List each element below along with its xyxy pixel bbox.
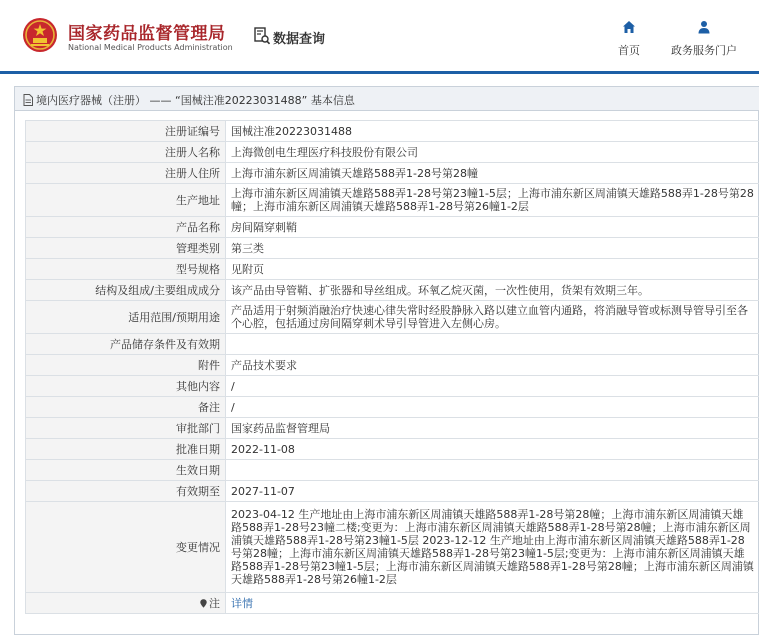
document-search-icon [254,27,270,45]
document-icon [23,94,33,106]
table-row [26,238,759,259]
row-label: 其他内容 [26,376,226,397]
row-value [226,334,759,355]
table-row [26,355,759,376]
registration-detail-table [25,120,759,614]
row-label: 附件 [26,355,226,376]
row-value: / [226,376,759,397]
nav-service-portal[interactable] [664,20,744,58]
row-value: 上海市浦东新区周浦镇天雄路588弄1-28号第23幢1-5层；上海市浦东新区周浦镇天雄路588弄1-28号第28幢；上海市浦东新区周浦镇天雄路588弄1-28号第26幢1-2层 [226,184,759,217]
table-row [26,121,759,142]
row-label: 注册人住所 [26,163,226,184]
row-value [226,593,759,614]
row-value: 房间隔穿刺鞘 [226,217,759,238]
row-value: 2022-11-08 [226,439,759,460]
row-value: 上海市浦东新区周浦镇天雄路588弄1-28号第28幢 [226,163,759,184]
row-value [226,460,759,481]
row-label: 型号规格 [26,259,226,280]
row-value: 2023-04-12 生产地址由上海市浦东新区周浦镇天雄路588弄1-28号第28幢；上海市浦东新区周浦镇天雄路588弄1-28号23幢二楼;变更为：上海市浦东新区周浦镇天雄路588弄1-28号第28幢；上海市浦东新区周浦镇天雄路588弄1-28号第23幢1-5层 2023-12-12 生产地址由上海市浦东新区周浦镇天雄路588弄1-28号第28幢；上海市浦东新区周浦镇天雄路588弄1-28号第23幢1-5层;变更为：上海市浦东新区周浦镇天雄路588弄1-28号第23幢1-5层；上海市浦东新区周浦镇天雄路588弄1-28号第28幢；上海市浦东新区周浦镇天雄路588弄1-28号第26幢1-2层 [226,502,759,593]
table-row [26,439,759,460]
row-value: 上海微创电生理医疗科技股份有限公司 [226,142,759,163]
row-label: 批准日期 [26,439,226,460]
table-row [26,142,759,163]
row-value: 2027-11-07 [226,481,759,502]
row-label: 审批部门 [26,418,226,439]
national-emblem-icon [22,16,58,54]
row-value: 第三类 [226,238,759,259]
table-row [26,593,759,614]
row-value: 产品技术要求 [226,355,759,376]
table-row [26,397,759,418]
row-label: 产品名称 [26,217,226,238]
header-accent-rule [0,71,759,74]
nav-portal-label: 政务服务门户 [671,44,737,57]
table-row [26,163,759,184]
row-label: 生产地址 [26,184,226,217]
org-name-cn: 国家药品监督管理局 [68,24,226,44]
row-label: 备注 [26,397,226,418]
home-icon [622,20,636,34]
details-link[interactable]: 详情 [231,596,253,610]
row-label [26,593,226,614]
row-value: 国家药品监督管理局 [226,418,759,439]
row-value: / [226,397,759,418]
row-label: 注册证编号 [26,121,226,142]
nav-home[interactable] [612,20,646,58]
table-row [26,184,759,217]
row-label: 管理类别 [26,238,226,259]
detail-panel [14,86,759,635]
row-label: 变更情况 [26,502,226,593]
row-label: 适用范围/预期用途 [26,301,226,334]
user-icon [697,20,711,34]
org-name-en: National Medical Products Administration [68,43,233,52]
row-value: 见附页 [226,259,759,280]
table-row [26,481,759,502]
breadcrumb-text: 境内医疗器械（注册） —— “国械注准20223031488” 基本信息 [36,94,355,107]
row-value: 产品适用于射频消融治疗快速心律失常时经股静脉入路以建立血管内通路，将消融导管或标测导管导引至各个心腔，包括通过房间隔穿刺术导引导管进入左侧心房。 [226,301,759,334]
row-label: 产品储存条件及有效期 [26,334,226,355]
location-pin-icon [200,599,207,608]
breadcrumb [15,87,759,111]
nav-home-label: 首页 [618,44,640,57]
row-label: 生效日期 [26,460,226,481]
table-row [26,502,759,593]
row-label: 结构及组成/主要组成成分 [26,280,226,301]
table-row [26,418,759,439]
row-label: 有效期至 [26,481,226,502]
row-value: 国械注准20223031488 [226,121,759,142]
table-row [26,217,759,238]
table-row [26,376,759,397]
table-row [26,280,759,301]
note-label: 注 [209,596,220,610]
site-header [0,0,759,72]
table-row [26,259,759,280]
table-row [26,301,759,334]
row-label: 注册人名称 [26,142,226,163]
data-query-title: 数据查询 [273,32,326,47]
table-row [26,334,759,355]
row-value: 该产品由导管鞘、扩张器和导丝组成。环氧乙烷灭菌，一次性使用，货架有效期三年。 [226,280,759,301]
table-row [26,460,759,481]
